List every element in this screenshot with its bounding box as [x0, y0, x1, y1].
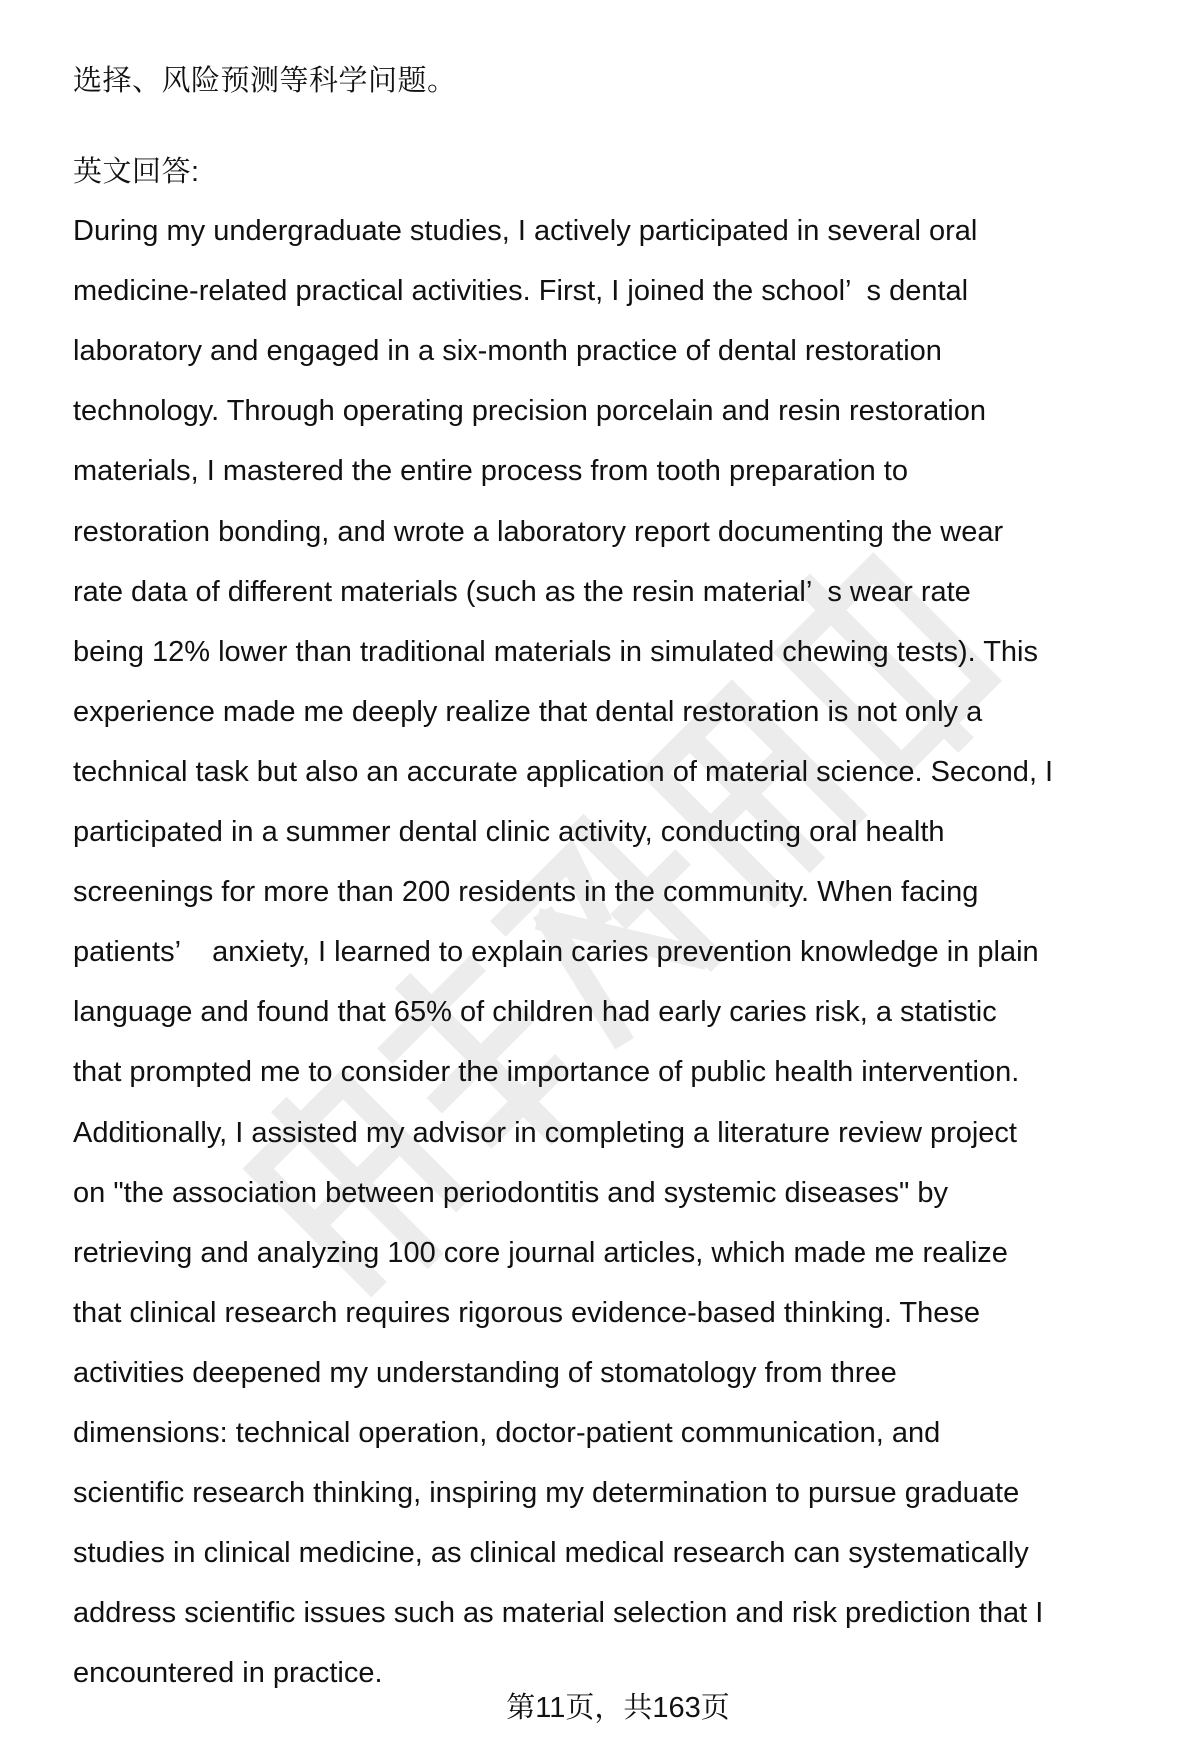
body-line: technology. Through operating precision porcelain and resin restoration — [73, 395, 986, 428]
body-line: address scientific issues such as material selection and risk prediction that I — [73, 1597, 1044, 1630]
body-line: medicine-related practical activities. First, I joined the school’ s dental — [73, 275, 969, 308]
body-line: scientific research thinking, inspiring my determination to pursue graduate — [73, 1477, 1020, 1510]
body-line: retrieving and analyzing 100 core journal articles, which made me realize — [73, 1236, 1008, 1269]
body-line: rate data of different materials (such as the resin material’ s wear rate — [73, 575, 971, 608]
body-line: that clinical research requires rigorous evidence-based thinking. These — [73, 1296, 981, 1329]
body-line: technical task but also an accurate application of material science. Second, I — [73, 755, 1054, 788]
body-line: language and found that 65% of children had early caries risk, a statistic — [73, 996, 997, 1029]
section-label: 英文回答: — [73, 156, 200, 188]
page-indicator: 第11页，共163页 — [506, 1692, 730, 1724]
body-line: Additionally, I assisted my advisor in completing a literature review project — [73, 1116, 1017, 1149]
body-line: on "the association between periodontitis and systemic diseases" by — [73, 1176, 948, 1209]
body-line: experience made me deeply realize that dental restoration is not only a — [73, 695, 983, 728]
body-line: being 12% lower than traditional materials in simulated chewing tests). This — [73, 635, 1039, 668]
body-line: restoration bonding, and wrote a laboratory report documenting the wear — [73, 515, 1004, 548]
body-line: patients’ anxiety, I learned to explain caries prevention knowledge in plain — [73, 936, 1039, 969]
body-line: dimensions: technical operation, doctor-patient communication, and — [73, 1417, 941, 1449]
body-line: participated in a summer dental clinic activity, conducting oral health — [73, 816, 945, 848]
body-line: screenings for more than 200 residents in the community. When facing — [73, 876, 979, 909]
body-line: studies in clinical medicine, as clinical medical research can systematically — [73, 1537, 1029, 1570]
body-line: that prompted me to consider the importance of public health intervention. — [73, 1056, 1020, 1089]
body-line: activities deepened my understanding of stomatology from three — [73, 1356, 897, 1389]
body-line: laboratory and engaged in a six-month practice of dental restoration — [73, 335, 942, 368]
body-line: materials, I mastered the entire process from tooth preparation to — [73, 455, 908, 488]
body-line: During my undergraduate studies, I actively participated in several oral — [73, 215, 978, 247]
body-line: encountered in practice. — [73, 1657, 383, 1690]
intro-line: 选择、风险预测等科学问题。 — [73, 65, 457, 97]
